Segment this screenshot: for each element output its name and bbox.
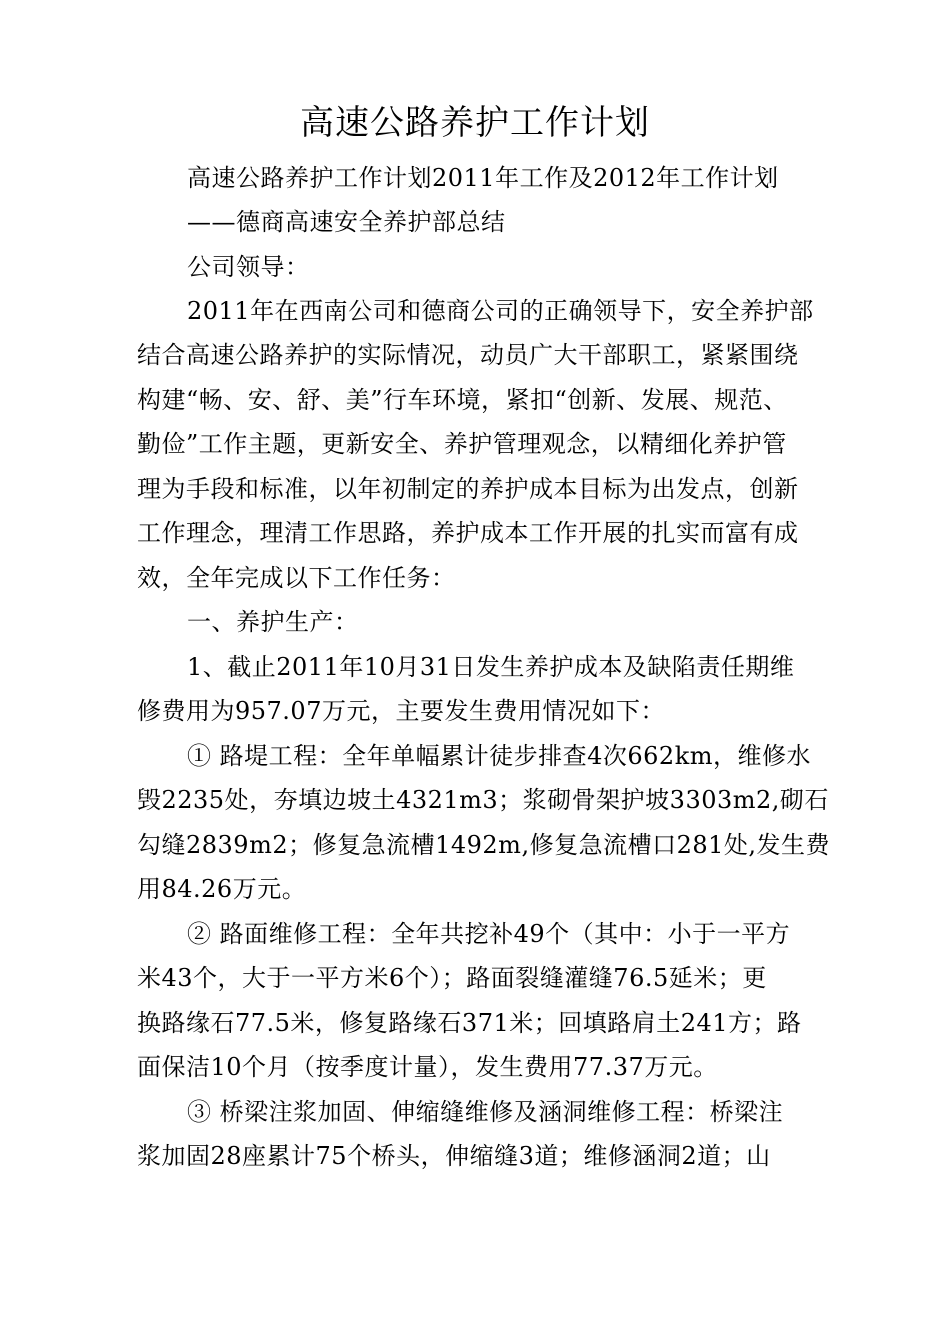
paragraph-line: 米43个，大于一平方米6个）；路面裂缝灌缝76.5延米；更 — [137, 964, 767, 992]
paragraph-line: ② 路面维修工程：全年共挖补49个（其中：小于一平方 — [187, 920, 791, 948]
paragraph-line: 换路缘石77.5米，修复路缘石371米；回填路肩土241方；路 — [137, 1009, 802, 1037]
paragraph-line: 效，全年完成以下工作任务： — [137, 564, 456, 592]
paragraph-line: 工作理念，理清工作思路，养护成本工作开展的扎实而富有成 — [137, 519, 799, 547]
subtitle-line: 高速公路养护工作计划2011年工作及2012年工作计划 — [187, 164, 779, 192]
paragraph-line: 构建“畅、安、舒、美”行车环境，紧扣“创新、发展、规范、 — [137, 386, 788, 414]
paragraph-line: ③ 桥梁注浆加固、伸缩缝维修及涵洞维修工程：桥梁注 — [187, 1098, 784, 1126]
section-heading: 一、养护生产： — [187, 608, 359, 636]
paragraph-line: 1、截止2011年10月31日发生养护成本及缺陷责任期维 — [187, 653, 795, 681]
salutation: 公司领导： — [187, 253, 310, 281]
paragraph-line: 勾缝2839m2；修复急流槽1492m,修复急流槽口281处,发生费 — [137, 831, 831, 859]
paragraph-line: 理为手段和标准，以年初制定的养护成本目标为出发点，创新 — [137, 475, 799, 503]
subtitle-line: ——德商高速安全养护部总结 — [187, 208, 506, 236]
document-title: 高速公路养护工作计划 — [300, 103, 650, 143]
paragraph-line: 结合高速公路养护的实际情况，动员广大干部职工，紧紧围绕 — [137, 341, 799, 369]
paragraph-line: 修费用为957.07万元，主要发生费用情况如下： — [137, 697, 665, 725]
paragraph-line: 2011年在西南公司和德商公司的正确领导下，安全养护部 — [187, 297, 814, 325]
paragraph-line: 毁2235处，夯填边坡土4321m3；浆砌骨架护坡3303m2,砌石 — [137, 786, 829, 814]
paragraph-line: 浆加固28座累计75个桥头，伸缩缝3道；维修涵洞2道；山 — [137, 1142, 771, 1170]
paragraph-line: 用84.26万元。 — [137, 875, 307, 903]
paragraph-line: ① 路堤工程：全年单幅累计徒步排查4次662km，维修水 — [187, 742, 812, 770]
paragraph-line: 面保洁10个月（按季度计量），发生费用77.37万元。 — [137, 1053, 718, 1081]
paragraph-line: 勤俭”工作主题，更新安全、养护管理观念，以精细化养护管 — [137, 430, 787, 458]
